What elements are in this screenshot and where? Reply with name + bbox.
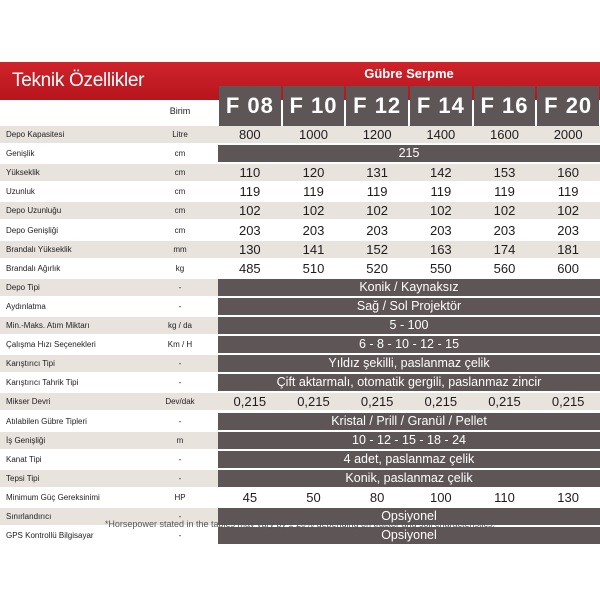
spec-unit: mm [173, 244, 187, 254]
spec-value: 520 [366, 260, 388, 276]
spec-unit: - [178, 301, 182, 311]
spec-span-value: Opsiyonel [218, 527, 600, 544]
spec-unit: Dev/dak [165, 397, 195, 407]
spec-label: Karıştırıcı Tipi [6, 359, 55, 369]
spec-value: 119 [430, 184, 452, 200]
spec-row [0, 183, 600, 200]
spec-value: 80 [369, 489, 385, 505]
spec-value: 550 [429, 260, 452, 276]
spec-value: 600 [557, 260, 579, 276]
spec-unit: - [178, 512, 182, 521]
spec-value: 1600 [490, 127, 519, 142]
spec-unit: - [178, 416, 182, 426]
spec-value: 102 [429, 203, 452, 219]
spec-row [0, 374, 600, 391]
spec-unit: Litre [172, 130, 188, 139]
spec-value: 131 [366, 165, 388, 181]
spec-value: 120 [302, 165, 325, 181]
spec-unit: cm [174, 168, 186, 178]
spec-unit: kg [175, 263, 185, 273]
spec-label: Depo Genişliği [6, 225, 59, 235]
spec-value: 203 [493, 222, 516, 238]
spec-span-value: Kristal / Prill / Granül / Pellet [218, 413, 600, 430]
spec-value: 203 [302, 222, 325, 238]
spec-value: 152 [366, 241, 388, 257]
spec-unit: - [178, 378, 182, 388]
spec-value: 2000 [553, 127, 583, 142]
section-subtitle: Gübre Serpme [364, 66, 454, 81]
spec-row [0, 413, 600, 430]
spec-row [0, 317, 600, 334]
spec-unit: - [178, 454, 182, 464]
spec-row [0, 164, 600, 181]
spec-value: 560 [493, 260, 516, 276]
spec-unit: cm [174, 149, 186, 159]
spec-value: 141 [302, 241, 325, 257]
spec-value: 485 [238, 260, 261, 276]
spec-span-value: 4 adet, paslanmaz çelik [218, 451, 600, 468]
spec-row [0, 279, 600, 296]
spec-unit: - [178, 359, 182, 369]
spec-row [0, 202, 600, 219]
spec-span-value: 6 - 8 - 10 - 12 - 15 [218, 336, 600, 353]
spec-value: 102 [238, 203, 261, 219]
spec-label: Genişlik [6, 149, 35, 159]
spec-unit: - [178, 473, 182, 483]
spec-value: 102 [493, 203, 516, 219]
spec-value: 0,215 [360, 394, 394, 410]
spec-label: Uzunluk [6, 187, 35, 197]
spec-row [0, 336, 600, 353]
spec-value: 1000 [299, 127, 328, 142]
spec-row [0, 222, 600, 239]
spec-label: Karıştırıcı Tahrik Tipi [6, 378, 79, 388]
spec-row [0, 355, 600, 372]
spec-value: 119 [494, 184, 515, 200]
spec-value: 203 [557, 222, 579, 238]
spec-unit: cm [174, 206, 186, 216]
spec-value: 102 [302, 203, 325, 219]
spec-label: Çalışma Hızı Seçenekleri [6, 340, 96, 350]
spec-span-value: Opsiyonel [218, 508, 600, 525]
spec-value: 0,215 [297, 394, 330, 410]
spec-value: 0,215 [551, 394, 585, 410]
spec-value: 45 [242, 489, 258, 505]
spec-value: 1400 [426, 127, 456, 142]
spec-value: 800 [238, 127, 261, 142]
spec-unit: Km / H [167, 340, 193, 350]
model-header-cell: F 12 [346, 86, 408, 126]
model-header-row [218, 86, 600, 126]
spec-unit: HP [174, 492, 186, 502]
spec-value: 110 [494, 489, 515, 505]
unit-column-header: Birim [169, 106, 191, 116]
spec-value: 119 [366, 184, 388, 200]
spec-label: Min.-Maks. Atım Miktarı [6, 321, 90, 330]
spec-value: 0,215 [488, 394, 521, 410]
spec-value: 203 [366, 222, 388, 238]
spec-value: 102 [366, 203, 388, 219]
spec-value: 153 [493, 165, 516, 181]
spec-span-value: Sağ / Sol Projektör [218, 298, 600, 315]
spec-value: 174 [493, 241, 516, 257]
spec-label: Brandalı Ağırlık [6, 263, 61, 273]
spec-value: 130 [557, 489, 579, 505]
model-header-cell: F 10 [283, 86, 345, 126]
spec-value: 142 [429, 165, 452, 181]
model-header-cell: F 14 [410, 86, 472, 126]
model-header-cell: F 08 [219, 86, 281, 126]
spec-unit: cm [174, 187, 186, 197]
spec-label: Sınırlandırıcı [6, 512, 52, 521]
spec-value: 203 [429, 222, 452, 238]
spec-row [0, 393, 600, 410]
spec-unit: m [176, 435, 184, 445]
spec-value: 50 [306, 489, 321, 505]
model-header-cell: F 20 [537, 86, 599, 126]
spec-value: 0,215 [233, 394, 267, 410]
spec-value: 110 [239, 165, 261, 181]
spec-value: 130 [238, 241, 261, 257]
spec-label: Depo Uzunluğu [6, 206, 62, 216]
spec-label: Depo Tipi [6, 282, 40, 292]
spec-row [0, 241, 600, 258]
spec-label: Brandalı Yükseklik [6, 244, 72, 254]
spec-row [0, 489, 600, 506]
spec-span-value: 215 [218, 145, 600, 162]
spec-span-value: 10 - 12 - 15 - 18 - 24 [218, 432, 600, 449]
model-header-cell: F 16 [474, 86, 536, 126]
spec-row [0, 260, 600, 277]
spec-unit: - [178, 282, 182, 292]
spec-row [0, 432, 600, 449]
spec-label: İş Genişliği [6, 435, 46, 445]
spec-value: 0,215 [424, 394, 458, 410]
spec-unit: - [178, 531, 182, 541]
spec-value: 119 [239, 184, 261, 200]
spec-span-value: Konik, paslanmaz çelik [218, 470, 600, 487]
spec-value: 100 [429, 489, 452, 505]
spec-span-value: Yıldız şekilli, paslanmaz çelik [218, 355, 600, 372]
spec-span-value: 5 - 100 [218, 317, 600, 334]
spec-value: 510 [302, 260, 325, 276]
spec-value: 119 [303, 184, 324, 200]
spec-row [0, 527, 600, 544]
spec-label: Atılabilen Gübre Tipleri [6, 416, 87, 426]
page-title: Teknik Özellikler [12, 70, 145, 91]
spec-row [0, 145, 600, 162]
spec-row [0, 126, 600, 143]
spec-unit: kg / da [167, 321, 192, 330]
spec-label: Tepsi Tipi [6, 473, 40, 483]
spec-label: Depo Kapasitesi [6, 130, 65, 139]
spec-value: 163 [429, 241, 452, 257]
spec-value: 119 [557, 184, 579, 200]
spec-label: Yükseklik [6, 168, 40, 178]
spec-value: 1200 [362, 127, 392, 142]
spec-span-value: Çift aktarmalı, otomatik gergili, paslanmaz zincir [218, 374, 600, 391]
spec-label: GPS Kontrollü Bilgisayar [6, 531, 94, 541]
spec-label: Aydınlatma [6, 301, 46, 311]
spec-value: 181 [557, 241, 579, 257]
footnote: *Horsepower stated in the tables may vary by ± 20% depending on tractor and soil characteristics. [104, 519, 496, 529]
spec-label: Minimum Güç Gereksinimi [6, 492, 100, 502]
spec-row [0, 451, 600, 468]
spec-unit: cm [174, 225, 186, 235]
spec-span-value: Konik / Kaynaksız [218, 279, 600, 296]
spec-label: Mikser Devri [6, 397, 51, 407]
spec-value: 203 [238, 222, 261, 238]
spec-label: Kanat Tipi [6, 454, 42, 464]
spec-row [0, 298, 600, 315]
spec-value: 102 [557, 203, 579, 219]
spec-row [0, 470, 600, 487]
spec-value: 160 [557, 165, 579, 181]
